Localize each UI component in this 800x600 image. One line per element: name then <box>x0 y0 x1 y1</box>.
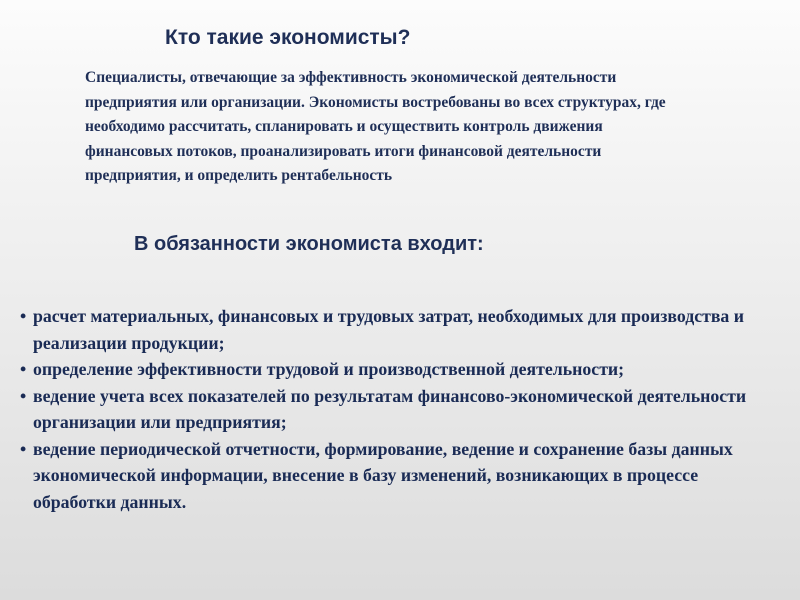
slide-title: Кто такие экономисты? <box>165 26 411 49</box>
duty-text: расчет материальных, финансовых и трудовых затрат, необходимых для производства и реализации продукции; <box>33 306 745 353</box>
bullet-icon: • <box>20 359 27 379</box>
duties-heading: В обязанности экономиста входит: <box>134 233 484 255</box>
duties-list <box>20 303 780 515</box>
duty-item <box>20 356 780 383</box>
duty-item <box>20 436 780 516</box>
bullet-icon: • <box>20 438 27 459</box>
bullet-icon: • <box>20 306 27 326</box>
bullet-icon: • <box>20 385 27 406</box>
duty-text: определение эффективности трудовой и производственной деятельности; <box>33 359 625 379</box>
intro-paragraph: Специалисты, отвечающие за эффективность экономической деятельности предприятия или организации. Экономисты востребованы во всех структурах, где необходимо рассчитать, спланировать и осуществить контроль движения финансовых потоков, проанализировать итоги финансовой деятельности предприятия, и определить рентабельность <box>85 69 666 185</box>
duty-text: ведение периодической отчетности, формирование, ведение и сохранение базы данных экономической информации, внесение в базу изменений, возникающих в процессе обработки данных. <box>33 438 733 512</box>
duty-item <box>20 303 780 356</box>
duty-item <box>20 383 780 436</box>
duty-text: ведение учета всех показателей по результатам финансово-экономической деятельности организации или предприятия; <box>33 385 747 432</box>
